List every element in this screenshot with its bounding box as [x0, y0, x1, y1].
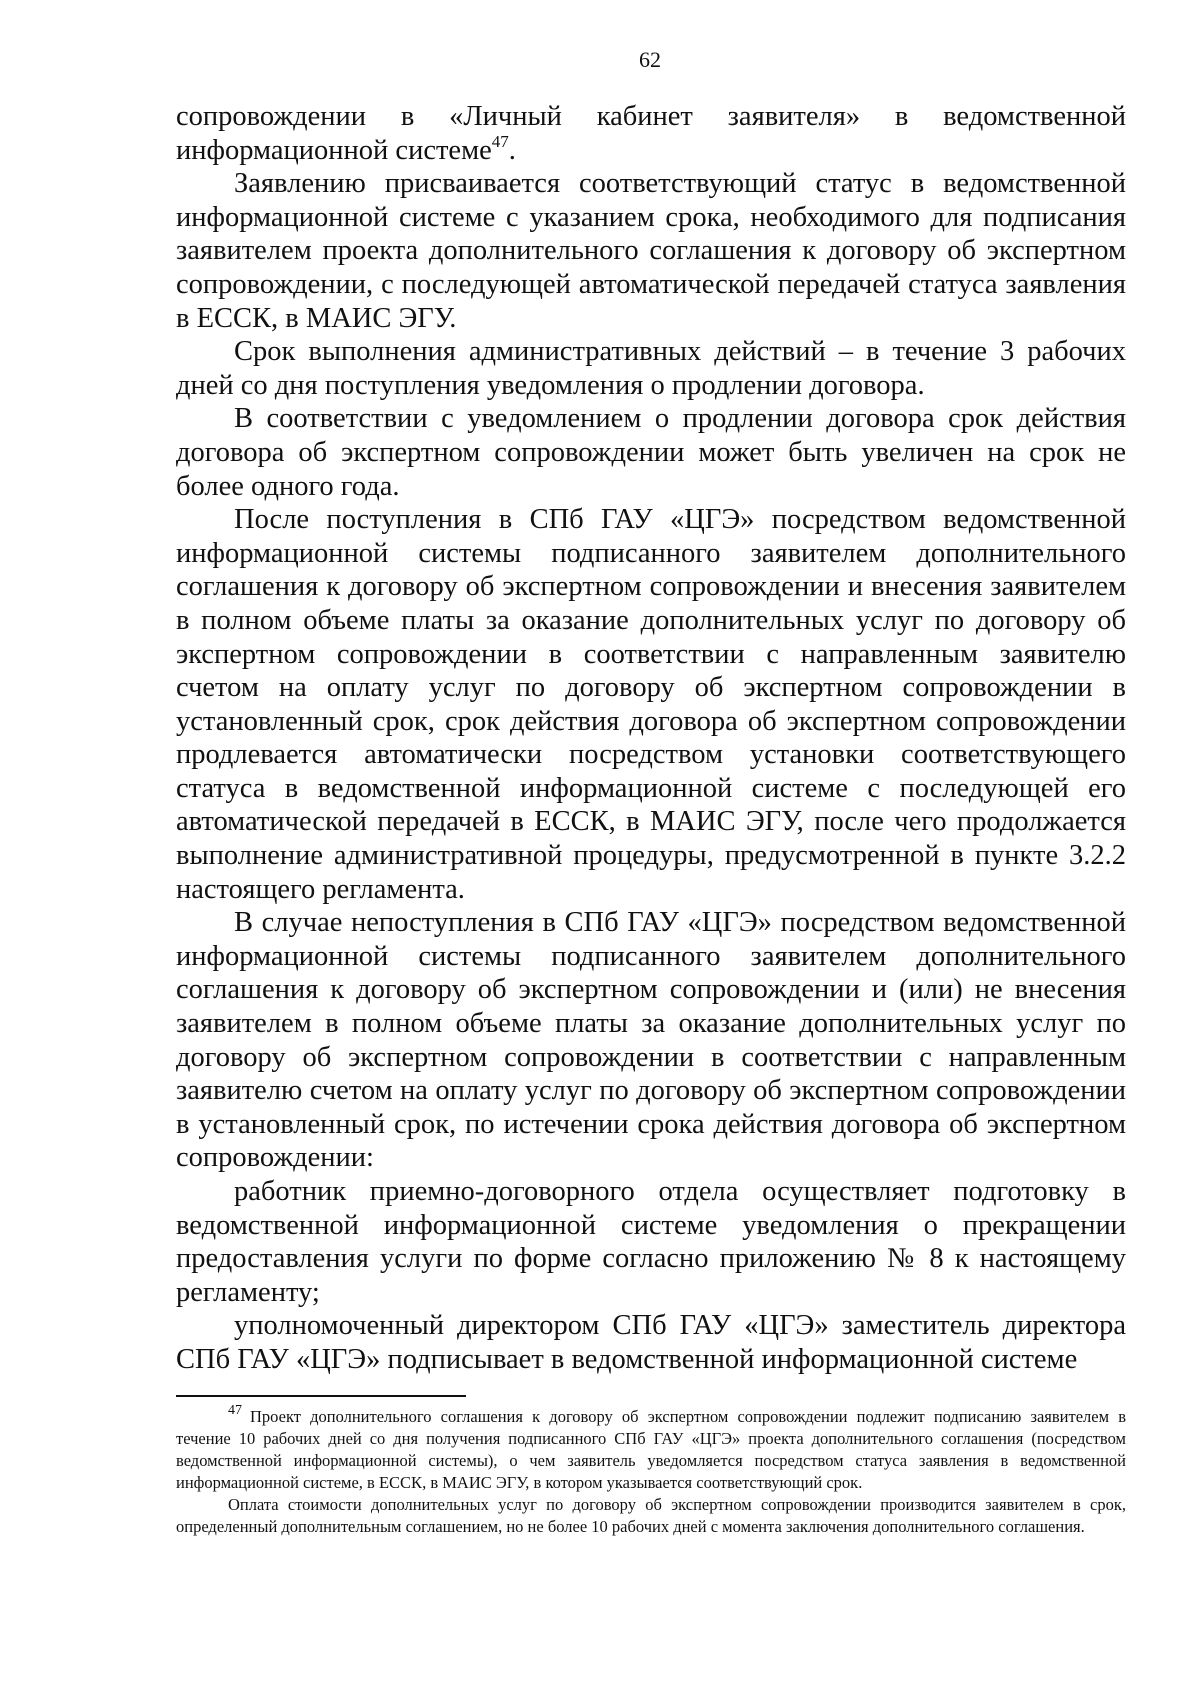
paragraph: Заявлению присваивается соответствующий статус в ведомственной информационной системе с указанием срока, необходимого для подписания заявителем проекта дополнительного соглашения к договору об экспертном сопровождении, с последующей автоматической передачей статуса заявления в ЕССК, в МАИС ЭГУ.: [176, 168, 1126, 334]
paragraph: работник приемно-договорного отдела осуществляет подготовку в ведомственной информационной системе уведомления о прекращении предоставления услуги по форме согласно приложению № 8 к настоящему регламенту;: [176, 1176, 1126, 1308]
footnote-paragraph: Оплата стоимости дополнительных услуг по договору об экспертном сопровождении производится заявителем в срок, определенный дополнительным соглашением, но не более 10 рабочих дней с момента заключения дополнительного соглашения.: [176, 1495, 1126, 1536]
paragraph: В соответствии с уведомлением о продлении договора срок действия договора об экспертном сопровождении может быть увеличен на срок не более одного года.: [176, 403, 1126, 502]
footnote-paragraph: [176, 1403, 1126, 1494]
footnote-text: Проект дополнительного соглашения к договору об экспертном сопровождении подлежит подписанию заявителем в течение 10 рабочих дней со дня получения подписанного СПб ГАУ «ЦГЭ» проекта дополнительного соглашения (посредством ведомственной информационной системы), о чем заявитель уведомляется посредством статуса заявления в ведомственной информационной системе, в ЕССК, в МАИС ЭГУ, в котором указывается соответствующий срок.: [176, 1407, 1126, 1492]
paragraph: В случае непоступления в СПб ГАУ «ЦГЭ» посредством ведомственной информационной системы подписанного заявителем дополнительного соглашения к договору об экспертном сопровождении и (или) не внесения заявителем в полном объеме платы за оказание дополнительных услуг по договору об экспертном сопровождении в соответствии с направленным заявителю счетом на оплату услуг по договору об экспертном сопровождении в установленный срок, по истечении срока действия договора об экспертном сопровождении:: [176, 907, 1126, 1174]
paragraph-text: сопровождении в «Личный кабинет заявителя» в ведомственной информационной системе: [176, 101, 1126, 166]
body-text: [176, 100, 1126, 1377]
paragraph: Срок выполнения административных действий – в течение 3 рабочих дней со дня поступления уведомления о продлении договора.: [176, 336, 1126, 401]
footnote-separator: [176, 1395, 466, 1397]
footnotes: [176, 1403, 1126, 1538]
footnote-reference: 47: [491, 131, 509, 151]
paragraph: После поступления в СПб ГАУ «ЦГЭ» посредством ведомственной информационной системы подписанного заявителем дополнительного соглашения к договору об экспертном сопровождении и внесения заявителем в полном объеме платы за оказание дополнительных услуг по договору об экспертном сопровождении в соответствии с направленным заявителю счетом на оплату услуг по договору об экспертном сопровождении в установленный срок, срок действия договора об экспертном сопровождении продлевается автоматически посредством установки соответствующего статуса в ведомственной информационной системе с последующей его автоматической передачей в ЕССК, в МАИС ЭГУ, после чего продолжается выполнение административной процедуры, предусмотренной в пункте 3.2.2 настоящего регламента.: [176, 504, 1126, 905]
paragraph: уполномоченный директором СПб ГАУ «ЦГЭ» заместитель директора СПб ГАУ «ЦГЭ» подписывает в ведомственной информационной системе: [176, 1310, 1126, 1375]
paragraph-continuation: [176, 100, 1126, 167]
paragraph-suffix: .: [508, 134, 516, 166]
page-number: 62: [639, 47, 661, 72]
footnote-marker: 47: [228, 1403, 242, 1418]
